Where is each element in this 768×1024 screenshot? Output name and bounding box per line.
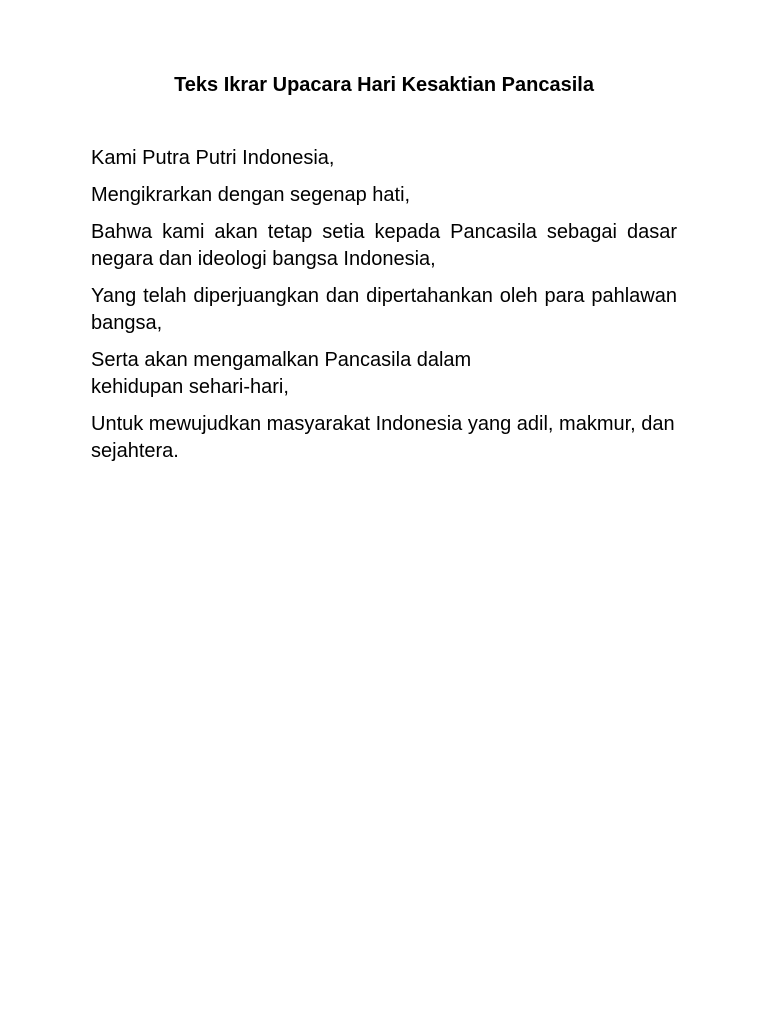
paragraph-4: Yang telah diperjuangkan dan dipertahankan oleh para pahlawan bangsa, — [91, 285, 677, 334]
paragraph-1: Kami Putra Putri Indonesia, — [91, 147, 335, 169]
paragraph-5 — [91, 347, 677, 401]
paragraph-3: Bahwa kami akan tetap setia kepada Pancasila sebagai dasar negara dan ideologi bangsa Indonesia, — [91, 221, 677, 270]
paragraph-5-line-1: Serta akan mengamalkan Pancasila dalam — [91, 349, 472, 371]
paragraph-2: Mengikrarkan dengan segenap hati, — [91, 184, 411, 206]
document-title: Teks Ikrar Upacara Hari Kesaktian Pancasila — [174, 74, 594, 96]
paragraph-5-line-2: kehidupan sehari-hari, — [91, 376, 289, 398]
document-body — [91, 145, 677, 475]
paragraph-6: Untuk mewujudkan masyarakat Indonesia yang adil, makmur, dan sejahtera. — [91, 413, 675, 462]
